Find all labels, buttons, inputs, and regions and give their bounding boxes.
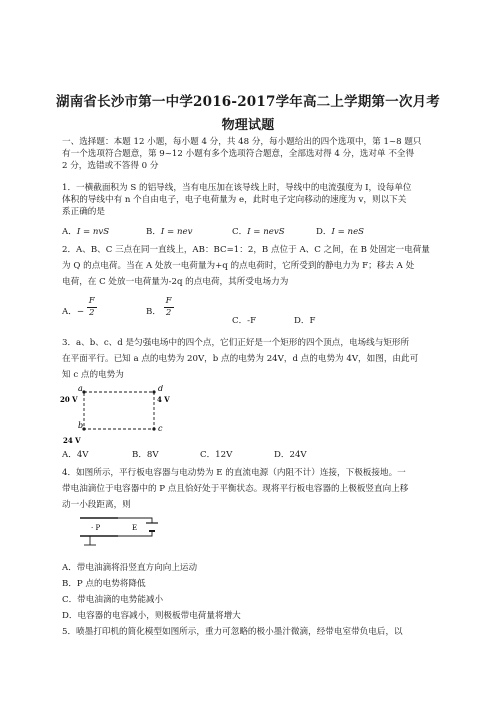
q2-line-3: 电荷，在 C 处放一电荷量为-2q 的点电荷，其所受电场力为 [62, 277, 289, 287]
q2-option-b: B． $\frac{F}{2}$ [146, 296, 172, 318]
point-d [152, 390, 155, 393]
q3-line-2: 在平面平行。已知 a 点的电势为 20V，b 点的电势为 24V，d 点的电势为 4V，如图，由此可 [62, 354, 419, 364]
q4-option-a: A．带电油滴将沿竖直方向向上运动 [62, 563, 198, 573]
q5-line-1: 5．喷墨打印机的简化模型如图所示，重力可忽略的极小墨汁微滴，经带电室带负电后，以 [62, 627, 403, 637]
q4-line-2: 带电油滴位于电容器中的 P 点且恰好处于平衡状态。现将平行板电容器的上极板竖直向上移 [62, 484, 409, 494]
q1-options [62, 225, 434, 239]
q4-capacitor-circuit [60, 512, 170, 554]
q3-options [62, 448, 434, 462]
label-4v: 4 V [157, 395, 170, 404]
q2-option-c: C．-F [232, 316, 257, 326]
q2-line-2: 为 Q 的点电荷。当在 A 处放一电荷量为+q 的点电荷时，它所受到的静电力为 F；移去 A 处 [62, 261, 415, 271]
q1-option-c: C．I = nevS [232, 227, 285, 237]
q4-option-d: D．电容器的电容减小，则极板带电荷量将增大 [62, 611, 241, 621]
dashed-rectangle [84, 392, 154, 429]
q2-options [62, 298, 434, 326]
label-20v: 20 V [60, 395, 78, 404]
exam-title: 湖南省长沙市第一中学2016-2017学年高二上学期第一次月考 [56, 94, 440, 110]
wire-top [118, 518, 152, 523]
q4-option-b: B．P 点的电势将降低 [62, 579, 146, 589]
q3-line-3: 知 c 点的电势为 [62, 370, 124, 380]
q1-option-a: A．I = nvS [62, 227, 110, 237]
q1-line-3: 系正确的是 [62, 207, 105, 217]
q4-line-1: 4．如图所示，平行板电容器与电动势为 E 的直流电源（内阻不计）连接，下极板接地。一 [62, 468, 406, 478]
intro-line-2: 有一个选项符合题意，第 9~12 小题有多个选项符合题意，全部选对得 4 分，选对单 不全得 [62, 149, 415, 159]
label-24v: 24 V [63, 436, 81, 445]
q3-option-a: A．4V [62, 450, 89, 460]
q3-option-d: D．24V [274, 450, 307, 460]
q1-line-1: 1．一横截面积为 S 的铝导线，当有电压加在该导线上时，导线中的电流强度为 I，设每单位 [62, 183, 412, 193]
label-a: a [78, 385, 83, 393]
q2-line-1: 2．A、B、C 三点在同一直线上，AB：BC=1：2，B 点位于 A、C 之间，在 B 处固定一电荷量 [62, 245, 430, 255]
q2-option-a: A．− $\frac{F}{2}$ [62, 296, 95, 318]
label-b: b [78, 421, 84, 430]
point-a [82, 390, 85, 393]
point-c [152, 427, 155, 430]
q3-rectangle-figure [60, 385, 170, 445]
q3-option-b: B．8V [132, 450, 159, 460]
label-e: E [132, 524, 138, 532]
q3-option-c: C．12V [200, 450, 233, 460]
intro-line-3: 2 分，选错或不答得 0 分 [62, 161, 159, 171]
q4-line-3: 动一小段距离，则 [62, 500, 131, 510]
q3-line-1: 3．a、b、c、d 是匀强电场中的四个点，它们正好是一个矩形的四个顶点，电场线与矩形所 [62, 338, 410, 348]
label-c: c [158, 424, 163, 433]
exam-subtitle: 物理试题 [221, 118, 275, 133]
q1-line-2: 体积的导线中有 n 个自由电子，电子电荷量为 e，此时电子定向移动的速度为 v，则以下关 [62, 195, 407, 205]
q1-option-d: D．I = neS [316, 227, 365, 237]
label-d: d [158, 385, 164, 393]
intro-line-1: 一、选择题：本题 12 小题，每小题 4 分，共 48 分，每小题给出的四个选项中，第 1~8 题只 [62, 137, 422, 147]
label-p: · P [91, 524, 101, 532]
q1-option-b: B．I = nev [146, 227, 193, 237]
q2-option-d: D．F [294, 316, 316, 326]
q4-option-c: C．带电油滴的电势能减小 [62, 595, 164, 605]
